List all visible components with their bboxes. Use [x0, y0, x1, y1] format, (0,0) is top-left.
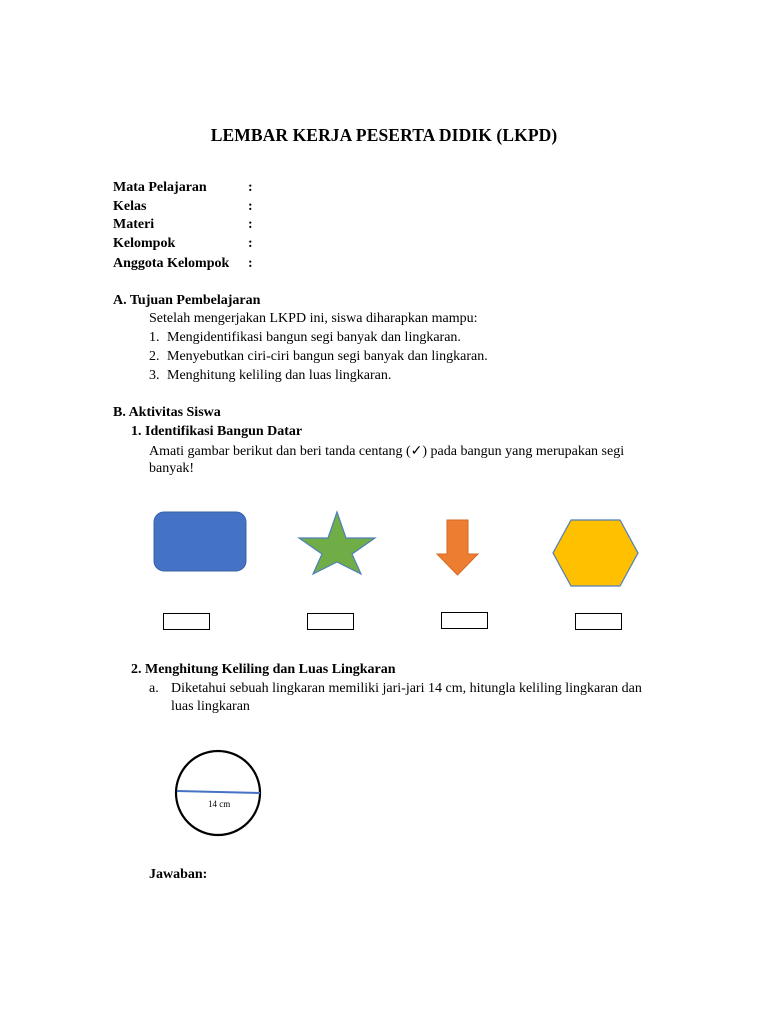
checkbox-down-arrow[interactable]: [441, 612, 488, 629]
identity-label-kelas: Kelas: [113, 199, 147, 214]
page-title: LEMBAR KERJA PESERTA DIDIK (LKPD): [210, 125, 558, 145]
star-shape: [297, 511, 377, 576]
objective-text: Mengidentifikasi bangun segi banyak dan lingkaran.: [167, 330, 461, 345]
circle-diameter-label: 14 cm: [208, 799, 231, 809]
objective-number: 2.: [149, 349, 160, 364]
item-a-marker: a.: [149, 681, 159, 696]
checkbox-rounded-rectangle[interactable]: [163, 613, 210, 630]
hexagon-shape: [552, 519, 640, 589]
identity-colon: :: [248, 256, 253, 271]
identity-colon: :: [248, 180, 253, 195]
objective-number: 1.: [149, 330, 160, 345]
identity-colon: :: [248, 217, 253, 232]
checkbox-star[interactable]: [307, 613, 354, 630]
rounded-rectangle-shape: [153, 511, 247, 573]
objective-text: Menyebutkan ciri-ciri bangun segi banyak dan lingkaran.: [167, 349, 488, 364]
section-a-heading: A. Tujuan Pembelajaran: [113, 293, 261, 308]
identity-label-kelompok: Kelompok: [113, 236, 176, 251]
objective-number: 3.: [149, 368, 160, 383]
item-a-text-cont: luas lingkaran: [171, 699, 250, 714]
activity-2-heading: 2. Menghitung Keliling dan Luas Lingkaran: [131, 662, 396, 677]
circle-diagram: [174, 749, 264, 839]
activity-1-instruction: Amati gambar berikut dan beri tanda centang (✓) pada bangun yang merupakan segi: [149, 444, 625, 459]
identity-colon: :: [248, 236, 253, 251]
identity-label-anggota-kelompok: Anggota Kelompok: [113, 256, 230, 271]
checkbox-hexagon[interactable]: [575, 613, 622, 630]
item-a-text: Diketahui sebuah lingkaran memiliki jari-jari 14 cm, hitungla keliling lingkaran dan: [171, 681, 642, 696]
identity-colon: :: [248, 199, 253, 214]
answer-label: Jawaban:: [149, 867, 208, 882]
down-arrow-shape: [436, 519, 480, 577]
section-b-heading: B. Aktivitas Siswa: [113, 405, 221, 420]
activity-1-instruction-cont: banyak!: [149, 461, 195, 476]
identity-label-materi: Materi: [113, 217, 155, 232]
identity-label-mata-pelajaran: Mata Pelajaran: [113, 180, 207, 195]
activity-1-heading: 1. Identifikasi Bangun Datar: [131, 424, 303, 439]
objective-text: Menghitung keliling dan luas lingkaran.: [167, 368, 392, 383]
section-a-intro: Setelah mengerjakan LKPD ini, siswa diharapkan mampu:: [149, 311, 478, 326]
